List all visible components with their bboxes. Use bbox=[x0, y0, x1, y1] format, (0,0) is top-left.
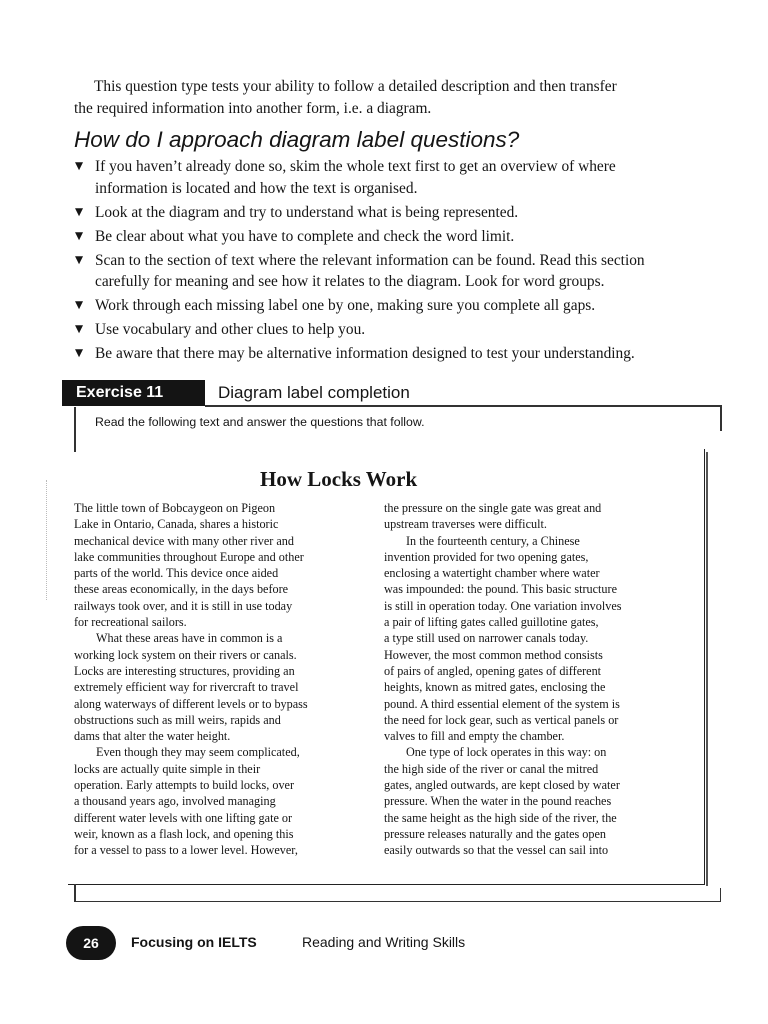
exercise-rule bbox=[205, 405, 721, 407]
scan-specks bbox=[46, 480, 49, 600]
bullet-triangle-icon: ▼ bbox=[75, 299, 84, 311]
intro-paragraph bbox=[74, 76, 724, 119]
bullet-triangle-icon: ▼ bbox=[75, 160, 84, 172]
tip-item: ▼ If you haven’t already done so, skim the whole text first to get an overview of where information is located and how the text is organised. bbox=[75, 158, 616, 197]
tip-item: ▼ Use vocabulary and other clues to help you. bbox=[74, 319, 726, 341]
tip-item: ▼ Be clear about what you have to complete and check the word limit. bbox=[74, 226, 726, 248]
exercise-title: Diagram label completion bbox=[218, 383, 410, 402]
tips-list bbox=[74, 156, 726, 367]
tip-item: ▼ Work through each missing label one by one, making sure you complete all gaps. bbox=[74, 295, 726, 317]
tip-item: ▼ Scan to the section of text where the relevant information can be found. Read this section carefully for meaning and see how it relates to the diagram. Look for word groups. bbox=[75, 251, 645, 290]
article-column-left: The little town of Bobcaygeon on Pigeon Lake in Ontario, Canada, shares a historic mechanical device with many other river and lake communities throughout Europe and other parts of the world. This device once aided these areas economically, in the days before railways took over, and it is still in use today for recreational sailors. What these areas have in common is a working lock system on their rivers or canals. Locks are interesting structures, providing an extremely efficient way for rivercraft to travel along waterways of different levels or to bypass obstructions such as mill weirs, rapids and dams that alter the water height. Even though they may seem complicated, locks are actually quite simple in their operation. Early attempts to build locks, over a thousand years ago, involved managing different water levels with one lifting gate or weir, known as a flash lock, and opening this for a vessel to pass to a lower level. However, bbox=[74, 501, 308, 858]
tip-item: ▼ Be aware that there may be alternative information designed to test your understanding. bbox=[74, 343, 726, 365]
exercise-rule-left bbox=[74, 407, 76, 452]
exercise-label: Exercise 11 bbox=[62, 380, 205, 406]
frame-left-edge bbox=[74, 884, 76, 901]
article-frame-shadow bbox=[74, 888, 721, 902]
footer-book-title: Focusing on IELTS bbox=[131, 934, 257, 950]
footer-book-subtitle: Reading and Writing Skills bbox=[302, 934, 466, 950]
bullet-triangle-icon: ▼ bbox=[75, 253, 84, 266]
section-heading: How do I approach diagram label questions? bbox=[74, 127, 520, 152]
bullet-triangle-icon: ▼ bbox=[75, 323, 84, 335]
bullet-triangle-icon: ▼ bbox=[75, 205, 84, 218]
page-number-badge: 26 bbox=[66, 926, 116, 960]
article-column-right: the pressure on the single gate was great and upstream traverses were difficult. In the fourteenth century, a Chinese invention provided for two opening gates, enclosing a watertight chamber where water was impounded: the pound. This basic structure is still in operation today. One variation involves a pair of lifting gates called guillotine gates, a type still used on narrower canals today. However, the most common method consists of pairs of angled, opening gates of different heights, known as mitred gates, enclosing the pound. A third essential element of the system is the need for lock gear, such as vertical panels or valves to fill and empty the chamber. One type of lock operates in this way: on the high side of the river or canal the mitred gates, angled outwards, are kept closed by water pressure. When the water in the pound reaches the same height as the high side of the river, the pressure releases naturally and the gates open easily outwards so that the vessel can sail into bbox=[384, 501, 622, 858]
tip-item: ▼ Look at the diagram and try to understand what is being represented. bbox=[74, 202, 726, 224]
intro-line-2: the required information into another form, i.e. a diagram. bbox=[74, 99, 432, 117]
frame-inner-edge bbox=[706, 452, 708, 886]
intro-line-1: This question type tests your ability to follow a detailed description and then transfer bbox=[94, 78, 617, 95]
article-title: How Locks Work bbox=[260, 467, 418, 491]
bullet-triangle-icon: ▼ bbox=[75, 229, 84, 242]
exercise-rule-right bbox=[720, 405, 722, 431]
exercise-instruction: Read the following text and answer the questions that follow. bbox=[95, 415, 425, 429]
bullet-triangle-icon: ▼ bbox=[75, 347, 84, 359]
